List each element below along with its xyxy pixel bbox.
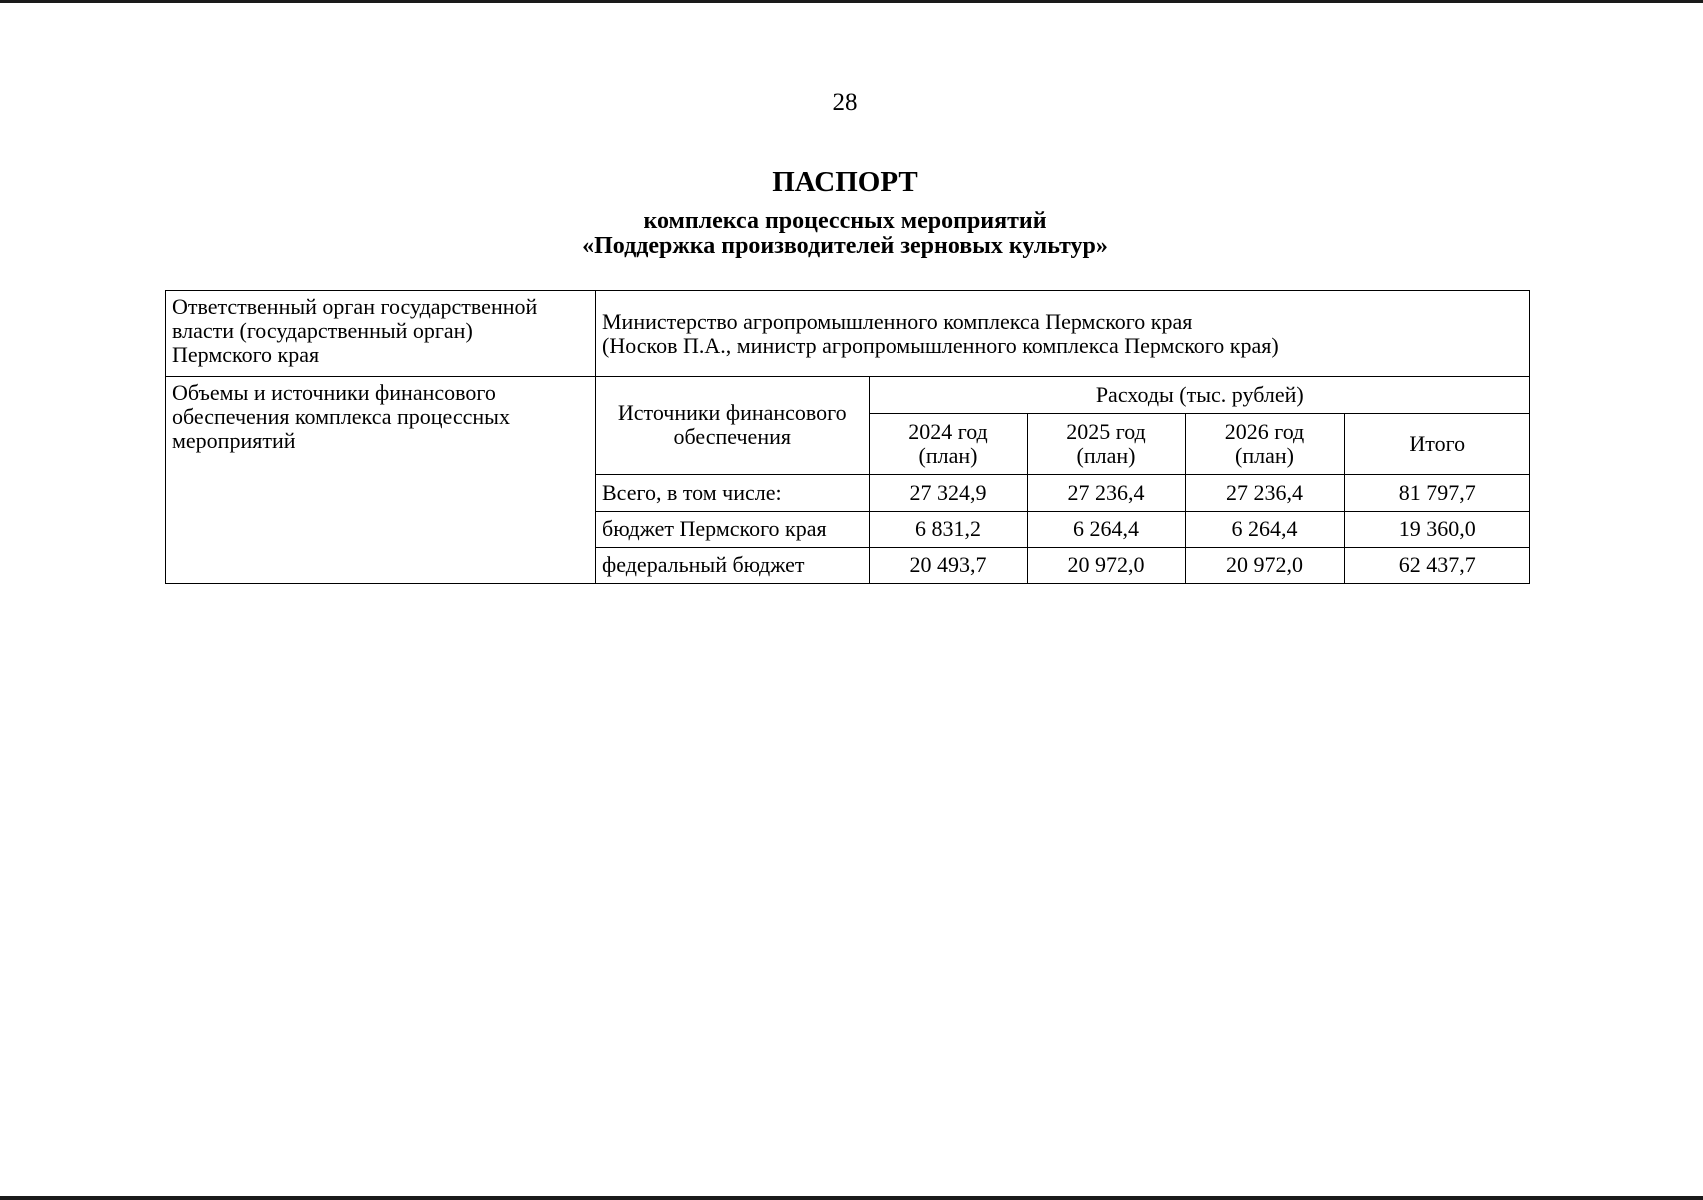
value-cell: 6 831,2: [869, 511, 1027, 547]
total-value-cell: 81 797,7: [1344, 474, 1530, 511]
source-label: Всего, в том числе:: [596, 474, 869, 511]
table-row: [596, 511, 1530, 547]
subtitle-line: «Поддержка производителей зерновых культур»: [582, 233, 1108, 259]
document-title: ПАСПОРТ: [772, 166, 918, 198]
responsible-label-line: Ответственный орган государственной: [172, 294, 538, 319]
year-header-label: 2025 год: [1066, 418, 1146, 444]
total-value-cell: 19 360,0: [1344, 511, 1530, 547]
source-header-line: Источники финансового: [617, 400, 847, 426]
value-cell: 6 264,4: [1027, 511, 1185, 547]
value-cell: 27 324,9: [869, 474, 1027, 511]
source-label: федеральный бюджет: [596, 547, 869, 583]
responsible-value-line: (Носков П.А., министр агропромышленного комплекса Пермского края): [602, 332, 1279, 358]
financing-header-row: [596, 377, 1530, 413]
responsible-label-line: власти (государственный орган): [172, 318, 473, 343]
total-header: Итого: [1344, 413, 1530, 474]
total-value-cell: 62 437,7: [1344, 547, 1530, 583]
year-header-label: 2026 год: [1224, 418, 1305, 444]
value-cell: 20 972,0: [1185, 547, 1344, 583]
source-header-line: обеспечения: [673, 424, 791, 450]
value-cell: 6 264,4: [1185, 511, 1344, 547]
subtitle-line: комплекса процессных мероприятий: [643, 208, 1047, 234]
responsible-label-cell: [166, 291, 596, 377]
responsible-label-line: Пермского края: [172, 342, 320, 367]
responsible-row: [166, 291, 1530, 377]
scan-top-edge: [0, 0, 1703, 3]
year-header-2024: [869, 413, 1027, 474]
value-cell: 20 493,7: [869, 547, 1027, 583]
financing-label-cell: [166, 377, 596, 584]
responsible-value-line: Министерство агропромышленного комплекса Пермского края: [602, 308, 1193, 334]
scan-bottom-edge: [0, 1196, 1703, 1200]
year-header-note: (план): [1235, 442, 1294, 468]
financing-label-line: обеспечения комплекса процессных: [172, 404, 510, 429]
financing-table-cell: [596, 377, 1530, 584]
passport-table: [165, 290, 1530, 584]
document-subtitle: [0, 209, 1690, 259]
financing-table: [596, 377, 1530, 583]
financing-label-line: Объемы и источники финансового: [172, 380, 496, 405]
source-column-header: [596, 377, 869, 474]
year-header-note: (план): [918, 442, 978, 468]
year-header-2026: [1185, 413, 1344, 474]
year-header-note: (план): [1076, 442, 1136, 468]
value-cell: 27 236,4: [1185, 474, 1344, 511]
financing-row: [166, 377, 1530, 584]
table-row: [596, 474, 1530, 511]
year-header-2025: [1027, 413, 1185, 474]
expenses-header: Расходы (тыс. рублей): [869, 377, 1530, 413]
page-number: 28: [832, 89, 858, 116]
source-label: бюджет Пермского края: [596, 511, 869, 547]
value-cell: 20 972,0: [1027, 547, 1185, 583]
financing-label-line: мероприятий: [172, 428, 296, 453]
year-header-label: 2024 год: [908, 418, 988, 444]
responsible-value-cell: [596, 291, 1530, 377]
value-cell: 27 236,4: [1027, 474, 1185, 511]
table-row: [596, 547, 1530, 583]
